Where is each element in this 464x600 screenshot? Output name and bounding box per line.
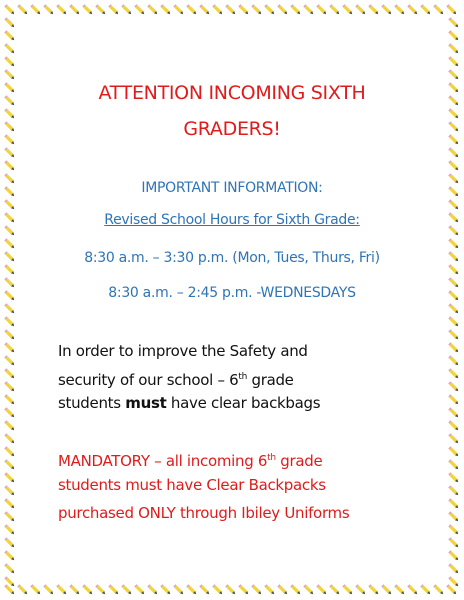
pencil-icon <box>69 584 80 595</box>
pencil-icon <box>4 186 15 197</box>
important-info-label: IMPORTANT INFORMATION: <box>141 180 323 196</box>
heading-line-1: ATTENTION INCOMING SIXTH <box>98 82 366 104</box>
pencil-icon <box>420 4 431 15</box>
pencil-icon <box>225 4 236 15</box>
pencil-icon <box>199 584 210 595</box>
pencil-icon <box>4 264 15 275</box>
pencil-icon <box>160 584 171 595</box>
pencil-icon <box>4 277 15 288</box>
pencil-icon <box>264 4 275 15</box>
pencil-icon <box>95 4 106 15</box>
pencil-icon <box>381 4 392 15</box>
pencil-icon <box>4 433 15 444</box>
pencil-icon <box>4 251 15 262</box>
pencil-icon <box>303 584 314 595</box>
pencil-icon <box>433 584 444 595</box>
pencil-icon <box>4 524 15 535</box>
pencil-icon <box>251 4 262 15</box>
pencil-icon <box>448 43 459 54</box>
pencil-icon <box>448 446 459 457</box>
heading-line-2: GRADERS! <box>183 118 281 140</box>
pencil-icon <box>448 17 459 28</box>
pencil-icon <box>4 550 15 561</box>
pencil-icon <box>4 56 15 67</box>
pencil-icon <box>290 584 301 595</box>
pencil-icon <box>17 584 28 595</box>
pencil-icon <box>4 82 15 93</box>
regular-hours: 8:30 a.m. – 3:30 p.m. (Mon, Tues, Thurs, Fri) <box>84 250 380 266</box>
pencil-icon <box>251 584 262 595</box>
pencil-icon <box>4 563 15 574</box>
pencil-icon <box>56 4 67 15</box>
pencil-icon <box>238 584 249 595</box>
revised-hours-heading: Revised School Hours for Sixth Grade: <box>104 212 360 228</box>
pencil-icon <box>446 4 457 15</box>
pencil-icon <box>212 4 223 15</box>
pencil-icon <box>173 4 184 15</box>
pencil-icon <box>82 4 93 15</box>
pencil-icon <box>134 4 145 15</box>
must-emphasis: must <box>125 394 167 412</box>
safety-line-3: students must have clear backbags <box>58 394 321 412</box>
pencil-icon <box>394 584 405 595</box>
pencil-icon <box>121 584 132 595</box>
pencil-icon <box>368 584 379 595</box>
pencil-icon <box>448 329 459 340</box>
pencil-icon <box>4 498 15 509</box>
pencil-icon <box>394 4 405 15</box>
pencil-icon <box>186 584 197 595</box>
pencil-icon <box>448 420 459 431</box>
pencil-icon <box>448 186 459 197</box>
pencil-icon <box>199 4 210 15</box>
mandatory-line-1: MANDATORY – all incoming 6th grade <box>58 452 323 470</box>
pencil-icon <box>4 212 15 223</box>
pencil-icon <box>4 342 15 353</box>
pencil-icon <box>433 4 444 15</box>
pencil-icon <box>448 511 459 522</box>
pencil-icon <box>448 56 459 67</box>
pencil-icon <box>448 355 459 366</box>
pencil-icon <box>381 584 392 595</box>
pencil-icon <box>4 199 15 210</box>
pencil-icon <box>82 584 93 595</box>
safety-line-1: In order to improve the Safety and <box>58 342 308 360</box>
pencil-icon <box>108 4 119 15</box>
pencil-icon <box>420 584 431 595</box>
pencil-icon <box>4 69 15 80</box>
pencil-icon <box>4 147 15 158</box>
pencil-icon <box>448 173 459 184</box>
pencil-icon <box>264 584 275 595</box>
pencil-icon <box>448 225 459 236</box>
pencil-icon <box>355 584 366 595</box>
pencil-icon <box>4 225 15 236</box>
pencil-icon <box>4 134 15 145</box>
pencil-icon <box>448 238 459 249</box>
pencil-icon <box>448 69 459 80</box>
pencil-icon <box>448 147 459 158</box>
pencil-icon <box>4 238 15 249</box>
pencil-icon <box>4 420 15 431</box>
pencil-icon <box>4 30 15 41</box>
pencil-icon <box>277 584 288 595</box>
pencil-icon <box>407 4 418 15</box>
pencil-icon <box>448 303 459 314</box>
pencil-icon <box>448 498 459 509</box>
pencil-icon <box>4 537 15 548</box>
pencil-icon <box>448 95 459 106</box>
pencil-icon <box>4 173 15 184</box>
pencil-icon <box>4 446 15 457</box>
pencil-icon <box>186 4 197 15</box>
pencil-icon <box>95 584 106 595</box>
pencil-icon <box>448 472 459 483</box>
pencil-icon <box>212 584 223 595</box>
pencil-icon <box>448 342 459 353</box>
pencil-icon <box>368 4 379 15</box>
pencil-icon <box>4 17 15 28</box>
pencil-icon <box>69 4 80 15</box>
wednesday-hours: 8:30 a.m. – 2:45 p.m. -WEDNESDAYS <box>108 285 356 301</box>
pencil-icon <box>4 459 15 470</box>
pencil-icon <box>448 212 459 223</box>
pencil-icon <box>43 584 54 595</box>
pencil-icon <box>342 4 353 15</box>
pencil-icon <box>30 584 41 595</box>
pencil-icon <box>290 4 301 15</box>
pencil-icon <box>4 316 15 327</box>
pencil-icon <box>4 4 15 15</box>
pencil-icon <box>4 329 15 340</box>
pencil-icon <box>4 108 15 119</box>
pencil-icon <box>448 30 459 41</box>
pencil-icon <box>147 4 158 15</box>
pencil-icon <box>4 511 15 522</box>
pencil-icon <box>448 264 459 275</box>
pencil-icon <box>448 290 459 301</box>
pencil-icon <box>160 4 171 15</box>
pencil-icon <box>448 550 459 561</box>
pencil-icon <box>448 485 459 496</box>
pencil-icon <box>4 472 15 483</box>
pencil-icon <box>147 584 158 595</box>
mandatory-line-3: purchased ONLY through Ibiley Uniforms <box>58 504 350 522</box>
pencil-icon <box>4 407 15 418</box>
pencil-icon <box>407 584 418 595</box>
pencil-icon <box>448 277 459 288</box>
pencil-icon <box>446 584 457 595</box>
pencil-icon <box>448 134 459 145</box>
pencil-icon <box>17 4 28 15</box>
pencil-icon <box>108 584 119 595</box>
pencil-icon <box>329 584 340 595</box>
pencil-icon <box>4 95 15 106</box>
pencil-icon <box>4 43 15 54</box>
pencil-icon <box>316 4 327 15</box>
pencil-icon <box>238 4 249 15</box>
pencil-icon <box>4 485 15 496</box>
pencil-icon <box>448 368 459 379</box>
pencil-icon <box>448 82 459 93</box>
pencil-icon <box>277 4 288 15</box>
pencil-icon <box>355 4 366 15</box>
pencil-icon <box>448 459 459 470</box>
pencil-icon <box>43 4 54 15</box>
pencil-icon <box>121 4 132 15</box>
pencil-icon <box>448 160 459 171</box>
pencil-icon <box>448 394 459 405</box>
pencil-icon <box>448 563 459 574</box>
pencil-icon <box>4 381 15 392</box>
pencil-icon <box>448 537 459 548</box>
pencil-icon <box>448 433 459 444</box>
pencil-icon <box>448 524 459 535</box>
pencil-icon <box>134 584 145 595</box>
flyer-content <box>40 60 424 560</box>
pencil-icon <box>448 251 459 262</box>
pencil-icon <box>173 584 184 595</box>
pencil-icon <box>342 584 353 595</box>
pencil-icon <box>4 368 15 379</box>
pencil-icon <box>448 108 459 119</box>
mandatory-line-2: students must have Clear Backpacks <box>58 476 326 494</box>
pencil-icon <box>225 584 236 595</box>
pencil-icon <box>4 160 15 171</box>
pencil-icon <box>448 407 459 418</box>
pencil-icon <box>316 584 327 595</box>
pencil-icon <box>303 4 314 15</box>
pencil-icon <box>448 121 459 132</box>
pencil-icon <box>4 394 15 405</box>
pencil-icon <box>4 303 15 314</box>
pencil-icon <box>4 121 15 132</box>
pencil-icon <box>329 4 340 15</box>
pencil-icon <box>56 584 67 595</box>
pencil-icon <box>448 199 459 210</box>
pencil-icon <box>4 290 15 301</box>
pencil-icon <box>30 4 41 15</box>
pencil-icon <box>448 381 459 392</box>
pencil-icon <box>4 355 15 366</box>
safety-line-2: security of our school – 6th grade <box>58 371 294 389</box>
pencil-icon <box>448 316 459 327</box>
